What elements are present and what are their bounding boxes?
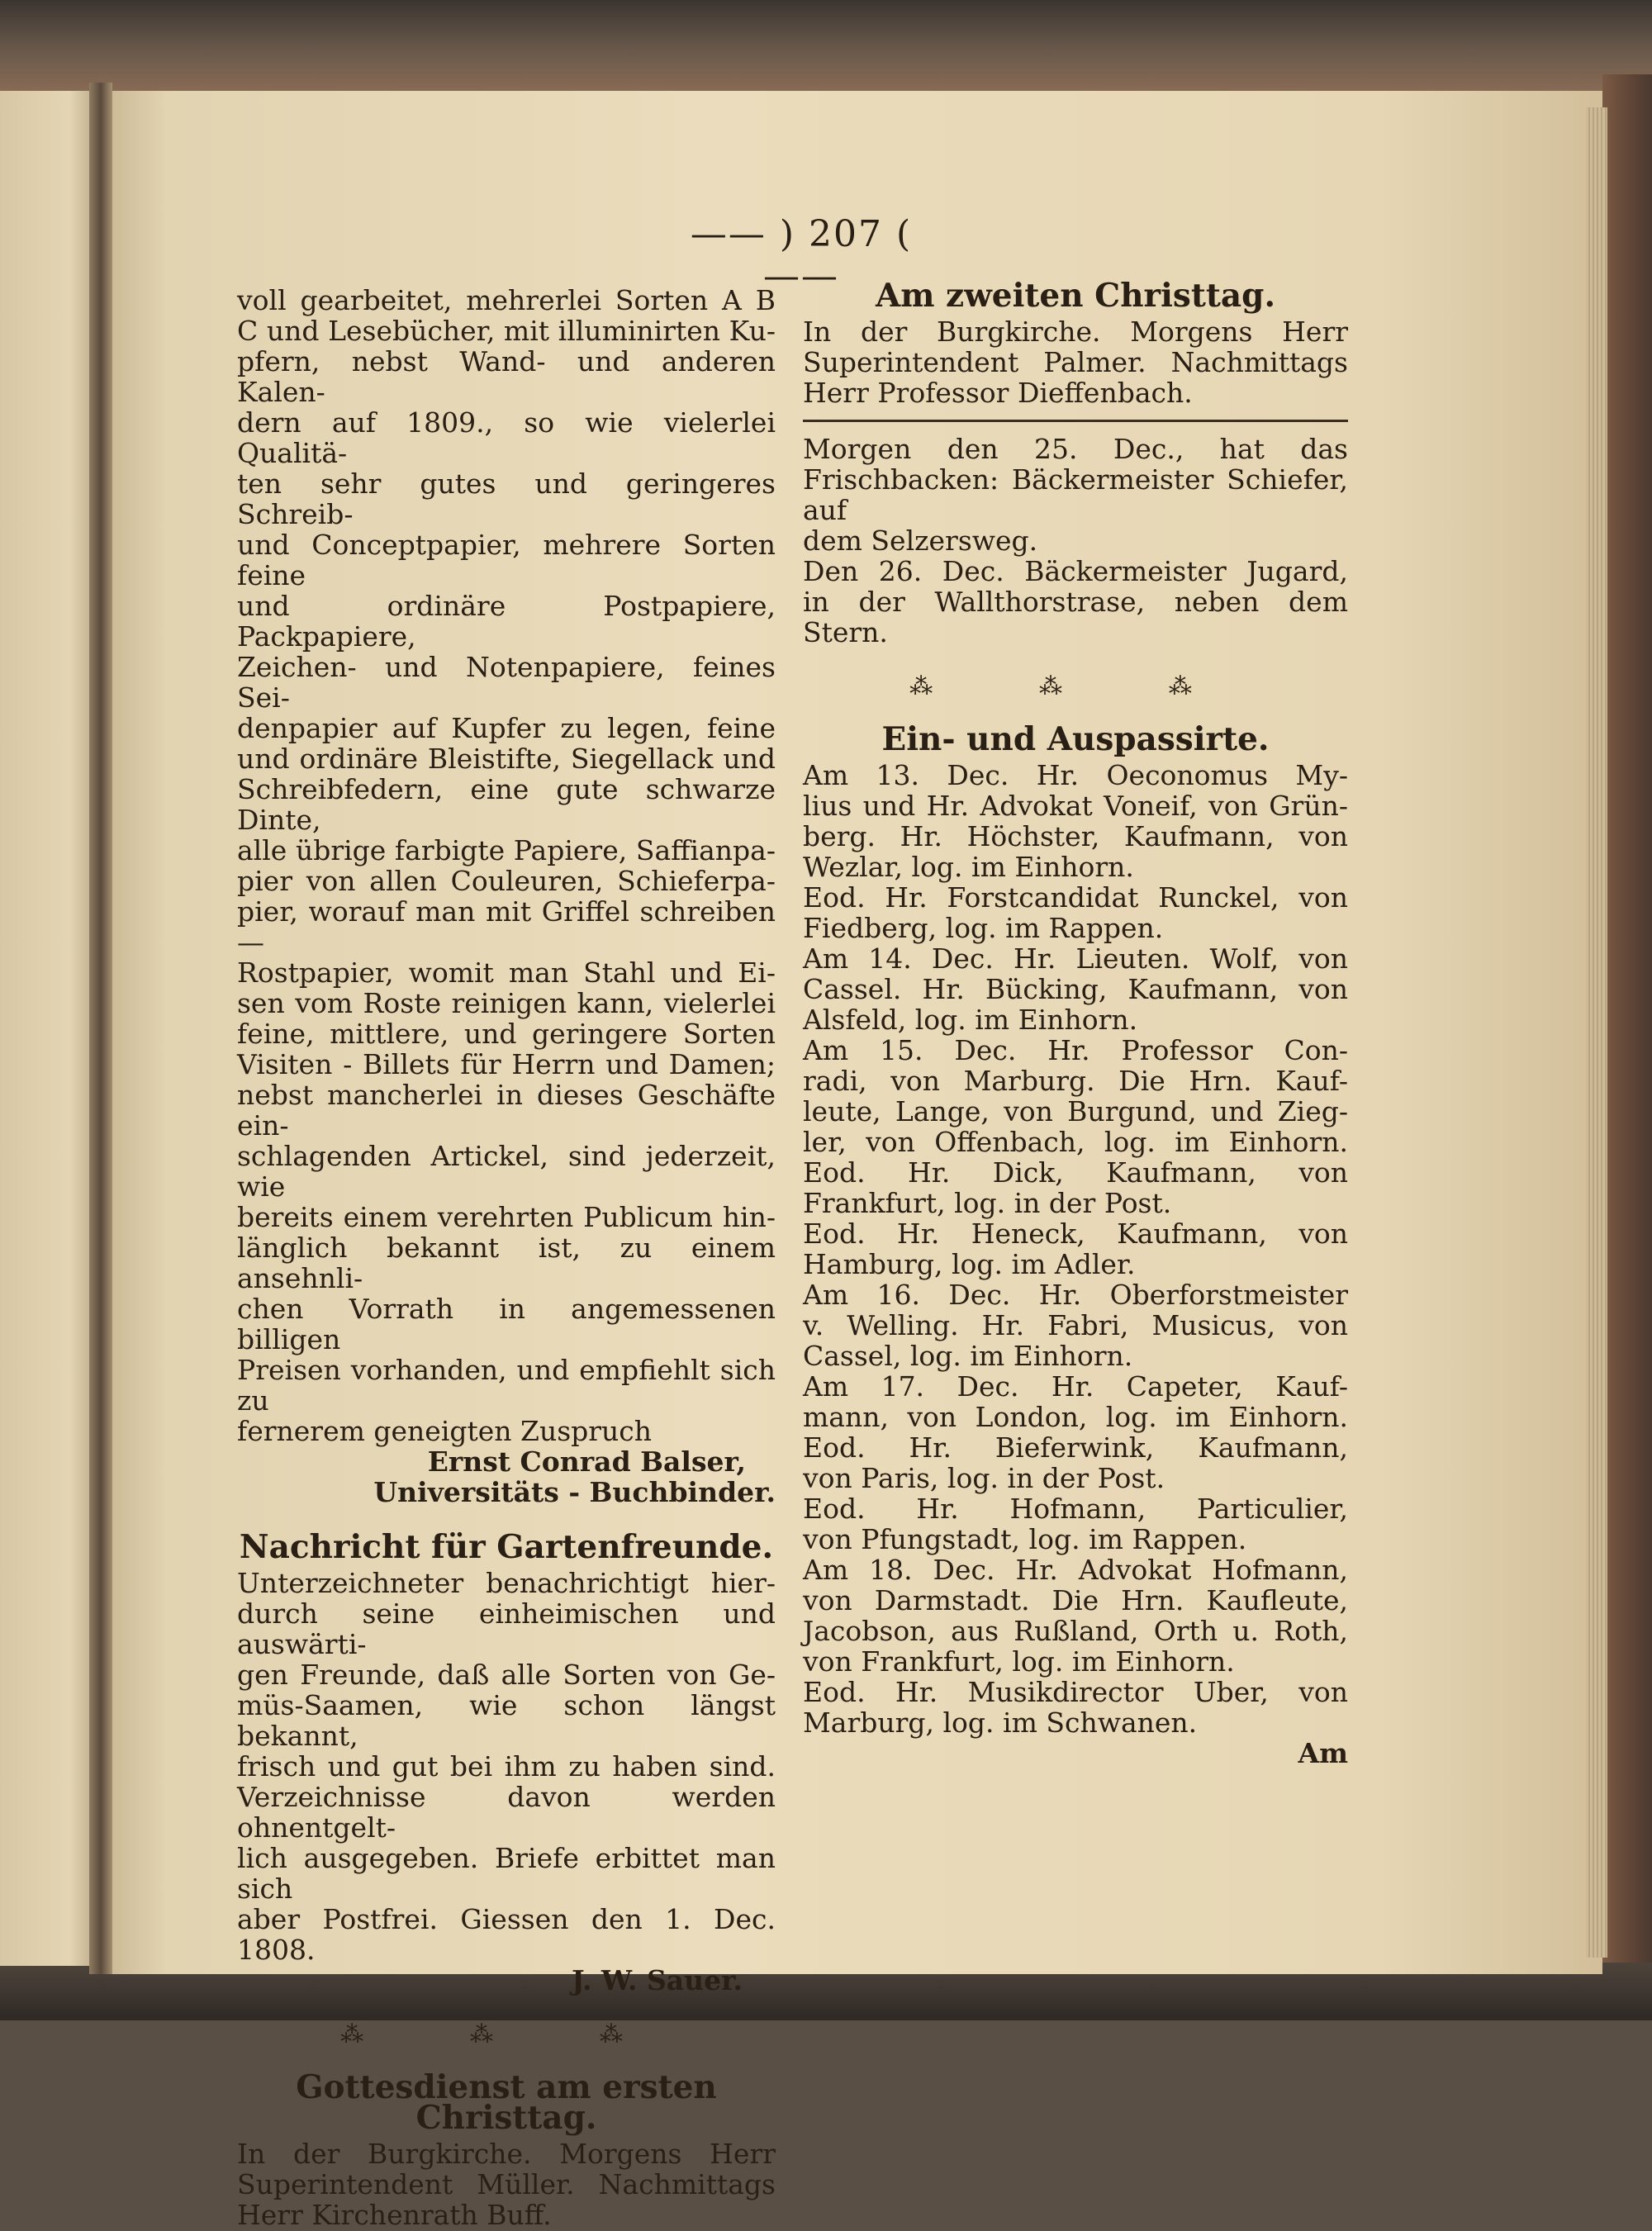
text-line: frisch und gut bei ihm zu haben sind.: [237, 1750, 776, 1782]
text-line: C und Lesebücher, mit illuminirten Ku-: [237, 315, 776, 347]
book-cover-top: [0, 0, 1652, 95]
text-line: lich ausgegeben. Briefe erbittet man sich: [237, 1842, 776, 1905]
page-stack-edge: [1586, 107, 1607, 1958]
text-line: mann, von London, log. im Einhorn.: [803, 1401, 1348, 1433]
text-line: ler, von Offenbach, log. im Einhorn.: [803, 1126, 1348, 1158]
text-line: Superintendent Müller. Nachmittags: [237, 2168, 776, 2200]
text-line: lius und Hr. Advokat Voneif, von Grün-: [803, 790, 1348, 822]
text-line: v. Welling. Hr. Fabri, Musicus, von: [803, 1309, 1348, 1341]
second-christmas-service-heading: Am zweiten Christtag.: [875, 277, 1276, 315]
text-line: pier von allen Couleuren, Schieferpa-: [237, 865, 776, 897]
text-line: leute, Lange, von Burgund, und Zieg-: [803, 1095, 1348, 1127]
ad-signature-title: Universitäts - Buchbinder.: [373, 1476, 776, 1508]
text-line: Am 15. Dec. Hr. Professor Con-: [803, 1034, 1348, 1066]
garden-notice-heading: Nachricht für Gartenfreunde.: [239, 1528, 774, 1566]
text-line: Eod. Hr. Dick, Kaufmann, von: [803, 1156, 1348, 1189]
text-line: Herr Professor Dieffenbach.: [803, 377, 1193, 409]
text-line: dem Selzersweg.: [803, 525, 1038, 557]
travelers-list: [803, 760, 1348, 1738]
first-christmas-service: [237, 2138, 776, 2230]
text-line: Cassel, log. im Einhorn.: [803, 1340, 1133, 1372]
text-line: von Pfungstadt, log. im Rappen.: [803, 1523, 1247, 1555]
text-line: In der Burgkirche. Morgens Herr: [237, 2138, 776, 2170]
text-line: Eod. Hr. Hofmann, Particulier,: [803, 1493, 1348, 1525]
page-number-header: —— ) 207 ( ——: [690, 213, 913, 297]
text-line: von Frankfurt, log. im Einhorn.: [803, 1645, 1235, 1678]
section-divider-stars: ⁂ ⁂ ⁂: [340, 2020, 672, 2048]
text-line: Am 14. Dec. Hr. Lieuten. Wolf, von: [803, 942, 1348, 975]
text-line: Eod. Hr. Heneck, Kaufmann, von: [803, 1218, 1348, 1250]
text-line: Frischbacken: Bäckermeister Schiefer, auf: [803, 463, 1348, 526]
garden-signature: J. W. Sauer.: [572, 1964, 743, 1996]
right-column: [803, 277, 1348, 1769]
text-line: aber Postfrei. Giessen den 1. Dec. 1808.: [237, 1903, 776, 1966]
text-line: Am 17. Dec. Hr. Capeter, Kauf-: [803, 1370, 1348, 1403]
text-line: ten sehr gutes und geringeres Schreib-: [237, 468, 776, 530]
catchword: Am: [1298, 1737, 1348, 1769]
text-line: Rostpapier, womit man Stahl und Ei-: [237, 956, 776, 989]
text-line: bereits einem verehrten Publicum hin-: [237, 1201, 776, 1233]
text-line: In der Burgkirche. Morgens Herr: [803, 316, 1348, 348]
text-line: Cassel. Hr. Bücking, Kaufmann, von: [803, 973, 1348, 1005]
text-line: Eod. Hr. Bieferwink, Kaufmann,: [803, 1431, 1348, 1464]
text-line: nebst mancherlei in dieses Geschäfte ein-: [237, 1079, 776, 1142]
text-line: müs-Saamen, wie schon längst bekannt,: [237, 1689, 776, 1752]
text-line: Visiten - Billets für Herrn und Damen;: [237, 1048, 776, 1080]
text-line: Jacobson, aus Rußland, Orth u. Roth,: [803, 1615, 1348, 1647]
text-line: und ordinäre Bleistifte, Siegellack und: [237, 743, 776, 775]
text-line: von Paris, log. in der Post.: [803, 1462, 1165, 1494]
garden-notice: [237, 1568, 776, 1996]
ad-signature-name: Ernst Conrad Balser,: [427, 1445, 746, 1478]
text-line: berg. Hr. Höchster, Kaufmann, von: [803, 820, 1348, 852]
book-cover-right: [1602, 74, 1652, 2020]
text-line: Zeichen- und Notenpapiere, feines Sei-: [237, 651, 776, 714]
text-line: Am 13. Dec. Hr. Oeconomus My-: [803, 759, 1348, 791]
text-line: Fiedberg, log. im Rappen.: [803, 912, 1164, 944]
text-line: Unterzeichneter benachrichtigt hier-: [237, 1567, 776, 1599]
horizontal-rule: [803, 420, 1348, 422]
text-line: Hamburg, log. im Adler.: [803, 1248, 1136, 1280]
text-line: radi, von Marburg. Die Hrn. Kauf-: [803, 1065, 1348, 1097]
text-line: sen vom Roste reinigen kann, vielerlei: [237, 987, 776, 1019]
book-gutter: [89, 83, 112, 1974]
text-line: Eod. Hr. Forstcandidat Runckel, von: [803, 881, 1348, 914]
text-line: chen Vorrath in angemessenen billigen: [237, 1293, 776, 1355]
text-line: schlagenden Artickel, sind jederzeit, wie: [237, 1140, 776, 1203]
text-line: Eod. Hr. Musikdirector Uber, von: [803, 1676, 1348, 1708]
text-line: dern auf 1809., so wie vielerlei Qualitä-: [237, 406, 776, 469]
text-line: Schreibfedern, eine gute schwarze Dinte,: [237, 773, 776, 836]
text-line: denpapier auf Kupfer zu legen, feine: [237, 712, 776, 744]
text-line: länglich bekannt ist, zu einem ansehnli-: [237, 1232, 776, 1294]
text-line: von Darmstadt. Die Hrn. Kaufleute,: [803, 1584, 1348, 1616]
text-line: Preisen vorhanden, und empfiehlt sich zu: [237, 1354, 776, 1417]
left-column: [237, 285, 776, 2230]
text-line: Am 16. Dec. Hr. Oberforstmeister: [803, 1279, 1348, 1311]
text-line: Marburg, log. im Schwanen.: [803, 1706, 1198, 1739]
text-line: Den 26. Dec. Bäckermeister Jugard,: [803, 555, 1348, 587]
facing-page-edge: [0, 91, 99, 1966]
text-line: Am 18. Dec. Hr. Advokat Hofmann,: [803, 1554, 1348, 1586]
text-line: und ordinäre Postpapiere, Packpapiere,: [237, 590, 776, 653]
travelers-heading: Ein- und Auspassirte.: [881, 720, 1270, 758]
text-line: in der Wallthorstrase, neben dem Stern.: [803, 586, 1348, 648]
text-line: Wezlar, log. im Einhorn.: [803, 851, 1134, 883]
text-line: Alsfeld, log. im Einhorn.: [803, 1004, 1138, 1036]
section-divider-stars: ⁂ ⁂ ⁂: [909, 672, 1241, 700]
text-line: pfern, nebst Wand- und anderen Kalen-: [237, 345, 776, 408]
second-christmas-service: [803, 316, 1348, 408]
text-line: durch seine einheimischen und auswärti-: [237, 1597, 776, 1660]
text-line: voll gearbeitet, mehrerlei Sorten A B: [237, 284, 776, 316]
text-line: pier, worauf man mit Griffel schreiben —: [237, 895, 776, 958]
text-line: alle übrige farbigte Papiere, Saffianpa-: [237, 834, 776, 866]
text-line: fernerem geneigten Zuspruch: [237, 1415, 653, 1447]
text-line: und Conceptpapier, mehrere Sorten feine: [237, 529, 776, 591]
text-line: Herr Kirchenrath Buff.: [237, 2199, 552, 2231]
text-line: Frankfurt, log. in der Post.: [803, 1187, 1172, 1219]
baker-notice: [803, 434, 1348, 648]
text-line: gen Freunde, daß alle Sorten von Ge-: [237, 1659, 776, 1691]
text-line: feine, mittlere, und geringere Sorten: [237, 1018, 776, 1050]
stationery-advertisement: [237, 285, 776, 1507]
first-christmas-service-heading: Gottesdienst am ersten Christtag.: [296, 2068, 717, 2137]
text-line: Superintendent Palmer. Nachmittags: [803, 346, 1348, 378]
text-line: Verzeichnisse davon werden ohnentgelt-: [237, 1781, 776, 1844]
text-line: Morgen den 25. Dec., hat das: [803, 433, 1348, 465]
